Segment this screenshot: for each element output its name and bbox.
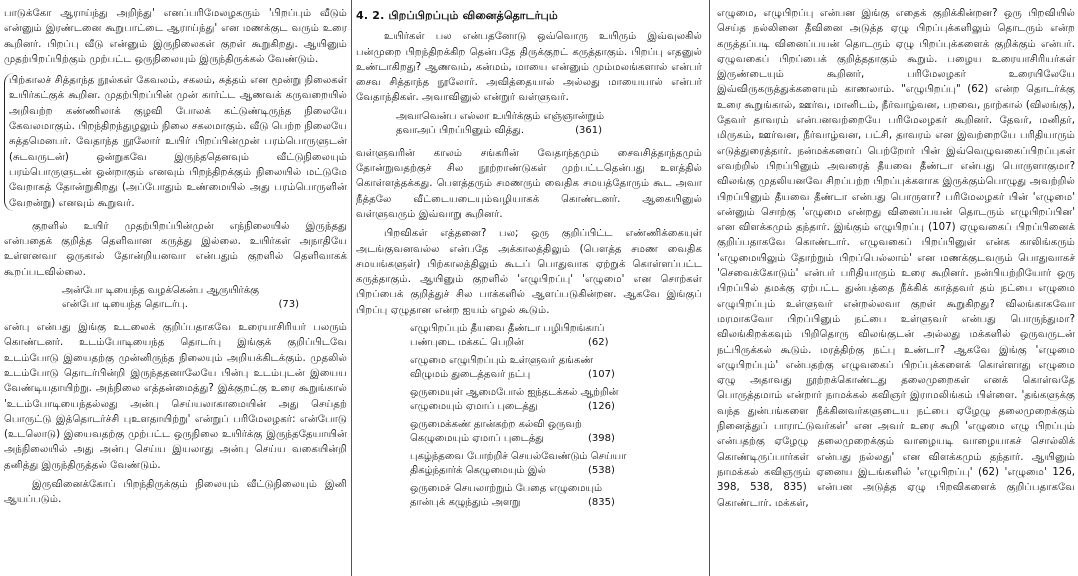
kural-verse bbox=[356, 482, 702, 510]
left-column bbox=[4, 6, 347, 572]
section-heading: 4. 2. பிறப்பிறப்பும் வினைத்தொடர்பும் bbox=[356, 9, 558, 22]
verse-line: பண்புடை மக்கட் பெறின் bbox=[410, 337, 524, 349]
paragraph: இருவினைக்கோப் பிறந்திருக்கும் நிலையும் வீட்டுநிலையும் இனி ஆயப்படும். bbox=[4, 479, 347, 506]
paragraph: எழுமை, எழுபிறப்பு என்பன இங்கு எதைக் குறிக்கின்றன? ஒரு பிறவியில் செய்த நல்லினை தீவினை அடுத்த ஏழு பிறப்புக்களிலும் தொடரும் என்ற கருத்தப்படி வினைப்பயன் தொடரும் ஏழு பிறப்புக்களைக் குறிக்கும் என்பர். ஏழுவகைப் பிறப்பைக் குறித்ததாகும் கூறும். பழைய உரையாசிரியர்கள் இருண்டையும் கூறினர், பரிமேலழகர் உரையிலேயே இவ்விருகருத்துக்களையும் காணலாம். "எழுபிறப்பு" (62) என்ற தொடர்க்கு உரை கூறுங்கால், ஊர்வ, மானிடம், நீர்வாழ்வன, பறவை, நாற்கால் (விலங்கு), தேவர் தாவரம் என்பனவற்றையே பரிமேலழகர் கூறினர். தேவர், மனிதர், மிருகம், ஊர்வன, நீர்வாழ்வன, பட்சி, தாவரம் என இவற்றையே பரிதியாரும் எடுத்துரைத்தார். நன்மக்களைப் பெற்றோர் பின் இவ்வெழுவகைப்பிறப்புகள் எவற்றில் பிறப்பினும் அவரைத் தீயவை தீண்டா என்பது பொருளாகுமா? விலங்கு முதலியனவே சிறப்பற்ற பிறப்புக்களாக இருக்கும்பொழுது அவற்றில் பிறப்பினும் தீயவை தீண்டா என்பது பொருளா? பரிமேலழகர் பின் 'எழுமை' என்னும் சொற்கு 'எழுமை என்றது வினைப்பயன் தொடரும் எழுபிறப்பின' என விளக்கமும் தந்தார். இங்கும் எழுபிறப்பு (107) ஏழுவகைப் பிறப்பினைக் குறிப்பதாகவே கொண்டார். எழுவகைப் பிறப்பினுள் என்க காலிங்கரும் 'எழுமையிலும் தோற்றும் பிறப்பெல்லாம்' என மணக்குடவரும் பொதுவாகச் 'செவைக்கோடும்' என்பர் பரிதியாரும் உரை கூறினர். நன்பியற்றியோர் ஒரு பிறப்பில் தமக்கு ஏற்பட்ட துன்பத்தை நீக்கிக் காத்தவர் தம் நட்பை எழுமை எழுபிறப்பும் உள்ளுவர் என்றல்லவா குறள் கூறுகிறது? விலங்காகவோ மரமாகவோ பிறப்பினும் நட்பை உள்ளுவர் என்பது பொருந்துமா? விலங்கிறக்கவும் பிறிதொரு விலங்குடன் அல்லது மக்களில் ஒருவருடன் நட்பிருக்கல் கூடும். மரத்திற்கு நட்பு உண்டா? ஆகவே இங்கு 'எழுமை எழுபிறப்பும்' என்பதற்கு எழுவகைப் பிறப்புக்களைக் கொள்ளாது எழுமை ஏழு அதாவது நூற்றக்கொண்டது தலைமுறைகள் எனக் கொள்வதே பொருத்தமாம் என்றார் நாமக்கல் கவிஞர் இராமலிங்கம் பிள்ளை. 'தங்களுக்கு வந்த துன்பங்களை நீக்கினவர்களுடைய நட்பை ஏழேழு தலைமுறைக்கும் நினைத்துப் பாராட்டுவர்கள்' என அவர் உரை கூறி 'எழுமை எழு பிறப்பும் என்பதற்கு ஏழேழு தலைமுறைக்கும் வாழையடி வாழையாகச் சொல்லிக் கொண்டிருப்பார்கள் என்பது நல்லது' என விளக்கமும் தந்தார். ஆயினும் நாமக்கல் கவிஞரும் ஏனைய இடங்களில் 'எழுபிறப்பு' (62) 'எழுமை' 126, 398, 538, 835) என்பன அடுத்த ஏழு பிறவிகளைக் குறிப்பதாகவே கொண்டார். மக்கள், bbox=[717, 8, 1075, 509]
right-column bbox=[717, 6, 1075, 572]
middle-column bbox=[356, 6, 702, 572]
kural-quote bbox=[356, 110, 702, 138]
verse-line: திகழ்ந்தார்க் கெழுமையும் இல் bbox=[410, 465, 546, 477]
verse-line: எழுமை எழுபிறப்பும் உள்ளுவர் தங்கண் bbox=[410, 355, 594, 367]
verse-number: (835) bbox=[588, 497, 615, 509]
verse-line: புகழ்ந்தவை போற்றிச் செயல்வேண்டும் செய்யா bbox=[410, 451, 627, 463]
quote-line: என்போ டியைந்த தொடர்பு. bbox=[62, 299, 188, 311]
verse-number: (126) bbox=[588, 401, 615, 413]
paragraph: குறளில் உயிர் முதற்பிறப்பின்முன் எந்நிலையில் இருந்தது என்பதைக் குறித்த தெளிவான கருத்து இல்லை. உயிர்கள் அநாதியே உள்ளனவா ஒருகால் தோன்றியனவா என்பதும் குறளில் தெளிவாகக் கூறப்படவில்லை. bbox=[4, 220, 347, 278]
quote-line: தவாஅப் பிறப்பினும் வித்து. bbox=[396, 124, 525, 136]
verse-number: (361) bbox=[575, 124, 602, 136]
verse-line: ஒருமையுள் ஆமைபோல் ஐந்தடக்கல் ஆற்றின் bbox=[410, 387, 619, 399]
verse-line: கெழுமையும் ஏமாப் புடைத்து bbox=[410, 433, 544, 445]
quote-line: அன்போ டியைந்த வழக்கென்ப ஆருயிர்க்கு bbox=[62, 285, 259, 297]
bracketed-note: பிற்காலச் சித்தாந்த நூல்கள் கேவலம், சகலம், சுத்தம் என மூன்று நிலைகள் உயிர்கட்குக் கூறின. முதற்பிறப்பின் முன் கார்ட்ட ஆணவக் கருவறையில் அறிவற்ற கண்ணிலாக் குழவி போலக் கட்டுண்டிருந்த நிலையே கேவலமாகும். பிறந்திறந்துழலும் நிலை சகலமாகும். வீடு பெற்ற நிலையே சுத்தமெனபர். வேதாந்த நூலோர் உயிர் பிறப்பின்முன் பரம்பொருளுடன் (சுடவருடன்) ஒன்றுகவே இருந்ததெனவும் வீட்டுநிலையும் பரம்பொருளுடன் ஒன்றாகும் எனவும் பிறந்திறக்கும் நிலையில் மட்டுமே வேறாகத் தோன்றுகிறது (அப்போதும் உண்மையில் அது பரம்பொருளின் வேறன்று) எனவும் கூறுவர். bbox=[4, 73, 347, 211]
kural-verse bbox=[356, 354, 702, 382]
verse-number: (73) bbox=[278, 299, 299, 311]
verse-number: (398) bbox=[588, 433, 615, 445]
kural-verse bbox=[356, 386, 702, 414]
column-divider bbox=[351, 0, 352, 576]
verse-line: ஒருமைக்கண் தான்கற்ற கல்வி ஒருவற் bbox=[410, 419, 582, 431]
column-divider bbox=[709, 0, 710, 576]
verse-line: எழுபிறப்பும் தீயவை தீண்டா பழிபிறங்காப் bbox=[410, 323, 605, 335]
kural-verse bbox=[356, 418, 702, 446]
verse-number: (538) bbox=[588, 465, 615, 477]
kural-verse bbox=[356, 322, 702, 350]
kural-verse bbox=[356, 450, 702, 478]
paragraph: பிறவிகள் எத்தனை? பல; ஒரு குறிப்பிட்ட எண்ணிக்கையுள் அடங்குவனவல்ல என்பதே அக்காலத்திலும் (பௌத்த சமண வைதிக சமயங்களுள்) பிற்காலத்திலும் கூடப் பொதுவாக ஏற்றுக் கொள்ளப்பட்ட கருத்தாகும். ஆயினும் குறளில் 'எழுபிறப்பு' 'எழுமை' என சொற்கள் பிறப்பைக் குறித்துச் சில பாக்களில் ஆளப்படுகின்றன. ஆகவே இங்குப் பிறப்பு ஏழுதான என்ற ஐயம் எழல் கூடும். bbox=[356, 228, 702, 316]
verse-line: ஒருமைச் செயலாற்றும் பேதை எழுமையும் bbox=[410, 483, 602, 495]
paragraph: உயிர்கள் பல என்பதனோடு ஒவ்வொரு உயிரும் இவ்வுலகில் பன்முறை பிறந்திறக்கிற தென்பதே திருக்குறட் கருத்தாகும். பிறப்பு எதனுல் உண்டாகிறது? ஆணவம், கன்மம், மாயை என்னும் மும்மலங்களால் என்பர் சைவ சித்தாந்த நூலோர். அவித்தையால் அல்லது மாயையால் என்பர் வேதாந்திகள். அவாவினுல் என்றுர் வள்ளுவர். bbox=[356, 31, 702, 104]
verse-number: (62) bbox=[588, 337, 609, 349]
verse-line: தான்புக் கழுந்தும் அளறு bbox=[410, 497, 521, 509]
verse-number: (107) bbox=[588, 369, 615, 381]
paragraph: வள்ளுவரின் காலம் சங்கரின் வேதாந்தமும் சைவசித்தாந்தமும் தோன்றுவதற்குச் சில நூற்றாண்டுகள் முற்பட்டதென்பது உளத்தில் கொள்ளத்தக்கது. பௌத்தரும் சமணரும் வைதிக சமயத்தோரும் கூட அவா நீத்தலே வீட்டையடையும்வழியாகக் கொண்டனர். ஆகையினுல் வள்ளுவரும் இவ்வாறு கூறினர். bbox=[356, 147, 702, 220]
paragraph: என்பு என்பது இங்கு உடலைக் குறிப்பதாகவே உரையாசிரியர் பலரும் கொண்டனர். உடம்போடியைந்த தொடர்பு இங்குக் குறிப்பிடவே உடம்போடு இயைதற்கு முன்னிருந்த நிலையும் அறியக்கிடக்கும். முதலில் உடம்போடு தொடர்பின்றி இருந்ததனாலேயே பின்பு உடம்புடன் இயைய வேண்டியதாயிற்று. அந்நிலை எத்தன்மைத்து? இக்குறட்கு உரை கூறுங்கால் 'உடம்போடியைந்தல்லது அன்பு செய்யலாகாமையின் அது செய்தற் பொருட்டு இத்தொடர்ச்சி புஉளதாயிற்று' என்றுப் பரிமேலழகர்: என்போடு (உடலொடு) இயைவதற்கு முற்பட்ட ஒருநிலை உயிர்க்கு இருந்ததேயாயின் அந்நிலையில் அது அன்பு செய்ய இயலாது அன்பு செய்ய வகையின்றி தனித்து இருந்திருத்தல் வேண்டும். bbox=[4, 322, 347, 471]
verse-line: விழுமம் துடைத்தவர் நட்பு bbox=[410, 369, 531, 381]
verse-line: எழுமையும் ஏமாப் புடைத்து bbox=[410, 401, 538, 413]
paragraph: பாடுக்கோ ஆராய்ந்து அறிந்து' எனப்பரிமேலழகரும் 'பிறப்பும் வீடும் என்னும் இரண்டனை கூறுபாட்டை ஆராய்ந்து' என மணக்குட வரும் உரை கூறினர். பிறப்பு வீடு என்னும் இருநிலைகள் குறள் கூறுகிறது. ஆயினும் முதற்பிறப்பிற்கும் முற்பட்ட ஒருநிலையும் இருந்திருக்கல் வேண்டும். bbox=[4, 8, 347, 65]
quote-line: அவாவென்ப எல்லா உயிர்க்கும் எஞ்ஞான்றும் bbox=[396, 110, 605, 122]
kural-quote bbox=[4, 284, 347, 312]
